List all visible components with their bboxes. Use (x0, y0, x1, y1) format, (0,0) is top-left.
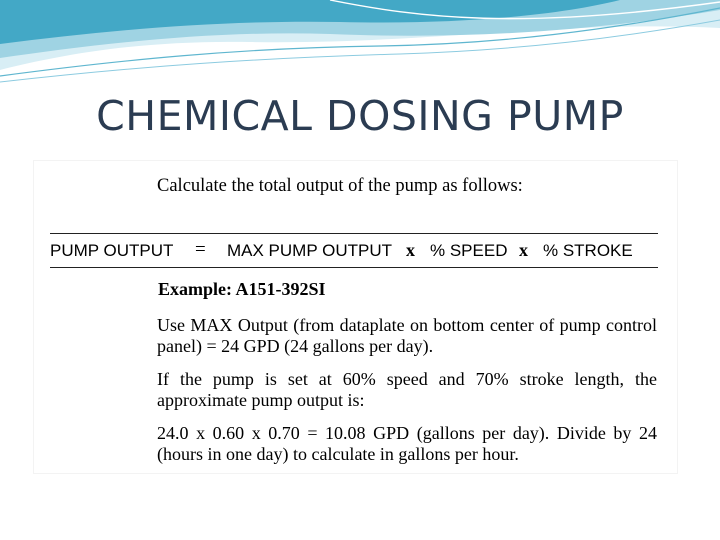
paragraph-calculation: 24.0 x 0.60 x 0.70 = 10.08 GPD (gallons per day). Divide by 24 (hours in one day) to calculate in gallons per hour. (157, 423, 657, 464)
example-heading: Example: A151-392SI (158, 279, 326, 299)
formula-top-rule (50, 233, 658, 234)
formula-equals: = (195, 239, 206, 260)
formula-bottom-rule (50, 267, 658, 268)
paragraph-max-output: Use MAX Output (from dataplate on bottom center of pump control panel) = 24 GPD (24 gallons per day). (157, 315, 657, 356)
intro-text: Calculate the total output of the pump as follows: (157, 176, 523, 196)
formula-term-speed: % SPEED (430, 241, 508, 260)
formula-term-max-output: MAX PUMP OUTPUT (227, 241, 392, 260)
pump-output-formula (50, 241, 660, 263)
formula-lhs: PUMP OUTPUT (50, 241, 174, 260)
formula-operator-1: x (406, 240, 415, 260)
header-wave-decoration (0, 0, 720, 90)
slide-title: CHEMICAL DOSING PUMP (96, 92, 624, 140)
document-scan (33, 160, 678, 474)
formula-term-stroke: % STROKE (543, 241, 633, 260)
paragraph-settings: If the pump is set at 60% speed and 70% stroke length, the approximate pump output is: (157, 369, 657, 410)
formula-operator-2: x (519, 240, 528, 260)
